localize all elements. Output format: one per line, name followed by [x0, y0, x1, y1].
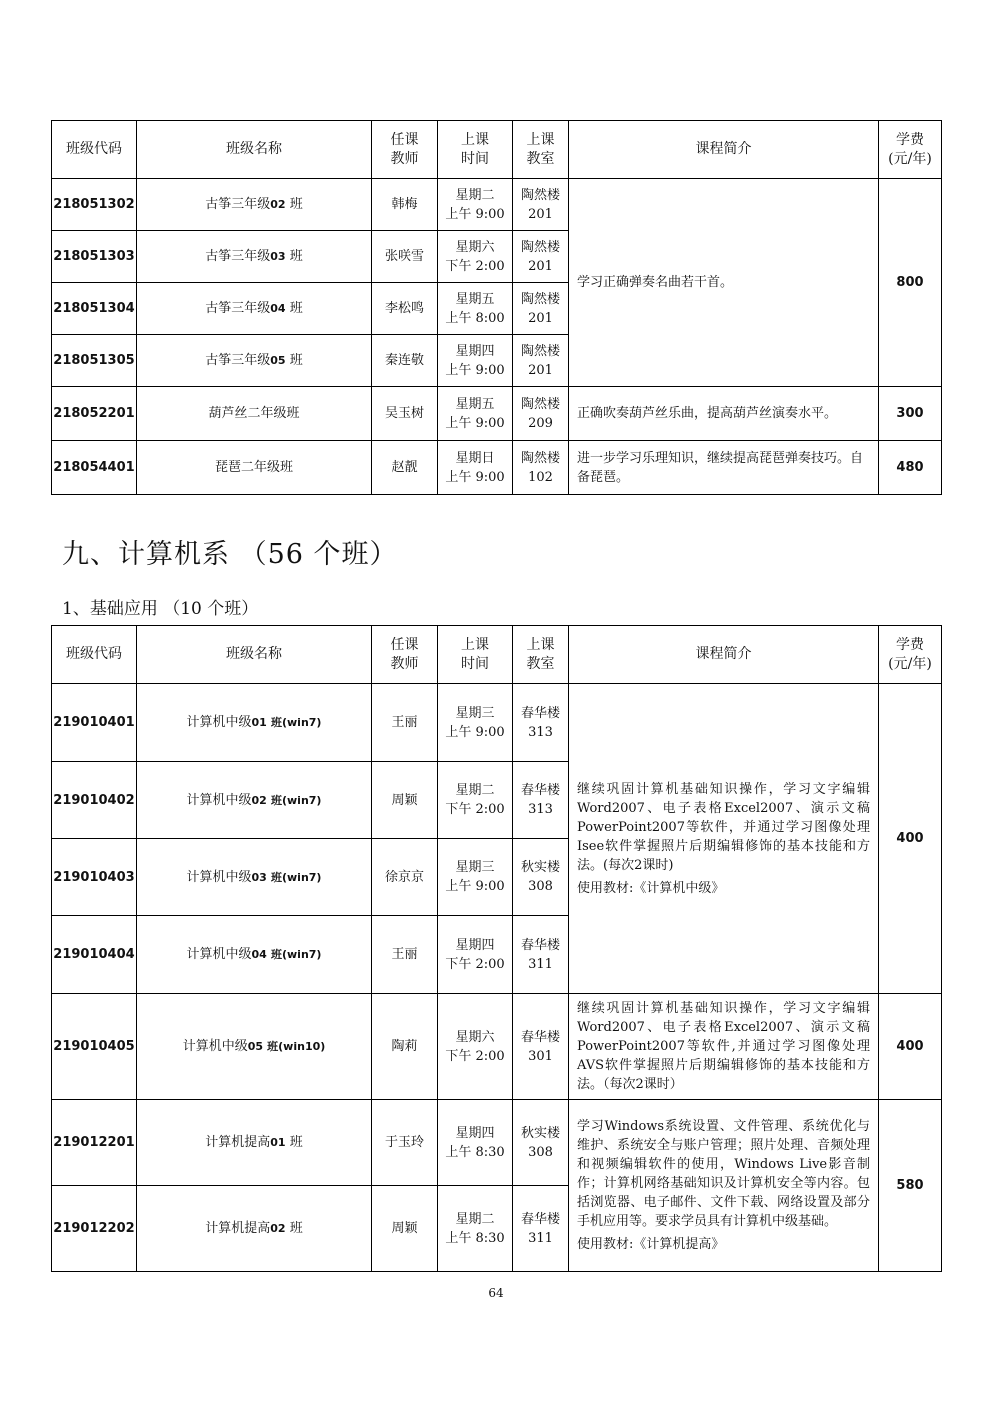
- page-number: 64: [488, 1286, 504, 1300]
- course-description: 学习正确弹奏名曲若干首。: [569, 179, 879, 387]
- header-room: 上课 教室: [513, 121, 569, 179]
- class-code: 219010405: [52, 994, 137, 1100]
- tuition-fee: 800: [879, 179, 942, 387]
- tuition-fee: 400: [879, 994, 942, 1100]
- classroom: 春华楼 311: [513, 916, 569, 994]
- table-row: [52, 684, 942, 762]
- class-name: 计算机中级01 班(win7): [137, 684, 372, 762]
- class-code: 218052201: [52, 387, 137, 441]
- teacher: 张咲雪: [372, 231, 438, 283]
- class-time: 星期二 上午 9:00: [438, 179, 513, 231]
- classroom: 春华楼 301: [513, 994, 569, 1100]
- table-row: [52, 387, 942, 441]
- classroom: 春华楼 313: [513, 684, 569, 762]
- class-code: 218054401: [52, 441, 137, 495]
- class-name: 古筝三年级02 班: [137, 179, 372, 231]
- tuition-fee: 400: [879, 684, 942, 994]
- header-code: 班级代码: [52, 626, 137, 684]
- teacher: 徐京京: [372, 839, 438, 916]
- textbook-note: 使用教材:《计算机提高》: [577, 1237, 725, 1252]
- course-description: 进一步学习乐理知识，继续提高琵琶弹奏技巧。自备琵琶。: [569, 441, 879, 495]
- class-code: 218051304: [52, 283, 137, 335]
- class-time: 星期四 上午 9:00: [438, 335, 513, 387]
- course-description: 正确吹奏葫芦丝乐曲，提高葫芦丝演奏水平。: [569, 387, 879, 441]
- class-code: 218051305: [52, 335, 137, 387]
- class-name: 计算机提高01 班: [137, 1100, 372, 1186]
- class-time: 星期六 下午 2:00: [438, 231, 513, 283]
- course-description-text: 继续巩固计算机基础知识操作，学习文字编辑Word2007、电子表格Excel2007、演示文稿PowerPoint2007等软件,并通过学习图像处理AVS软件掌握照片后期编辑修饰的基本技能和方法。（每次2课时）: [577, 1001, 870, 1092]
- teacher: 韩梅: [372, 179, 438, 231]
- teacher: 王丽: [372, 916, 438, 994]
- course-description: [569, 994, 879, 1100]
- classroom: 陶然楼 209: [513, 387, 569, 441]
- header-teacher: 任课 教师: [372, 626, 438, 684]
- computer-class-table: [51, 625, 942, 1272]
- class-name: 葫芦丝二年级班: [137, 387, 372, 441]
- classroom: 秋实楼 308: [513, 1100, 569, 1186]
- class-time: 星期三 上午 9:00: [438, 839, 513, 916]
- class-time: 星期六 下午 2:00: [438, 994, 513, 1100]
- class-name: 计算机提高02 班: [137, 1186, 372, 1272]
- class-code: 219010403: [52, 839, 137, 916]
- table-row: [52, 441, 942, 495]
- subsection-title: 1、基础应用 （10 个班）: [62, 599, 259, 619]
- table-header-row: [52, 121, 942, 179]
- class-name: 古筝三年级03 班: [137, 231, 372, 283]
- class-code: 219012201: [52, 1100, 137, 1186]
- class-time: 星期四 下午 2:00: [438, 916, 513, 994]
- class-name: 计算机中级03 班(win7): [137, 839, 372, 916]
- header-code: 班级代码: [52, 121, 137, 179]
- classroom: 陶然楼 102: [513, 441, 569, 495]
- course-description-text: 继续巩固计算机基础知识操作，学习文字编辑Word2007、电子表格Excel2007、演示文稿PowerPoint2007等软件，并通过学习图像处理Isee软件掌握照片后期编辑修饰的基本技能和方法。(每次2课时): [577, 781, 870, 873]
- course-description: [569, 684, 879, 994]
- teacher: 秦连敬: [372, 335, 438, 387]
- teacher: 周颖: [372, 1186, 438, 1272]
- classroom: 秋实楼 308: [513, 839, 569, 916]
- course-description-text: 学习Windows系统设置、文件管理、系统优化与维护、系统安全与账户管理；照片处理、音频处理和视频编辑软件的使用，Windows Live影音制作；计算机网络基础知识及计算机安全等内容。包括浏览器、电子邮件、文件下载、网络设置及部分手机应用等。要求学员具有计算机中级基础。: [577, 1119, 870, 1229]
- teacher: 吴玉树: [372, 387, 438, 441]
- table-row: [52, 1100, 942, 1186]
- class-name: 古筝三年级04 班: [137, 283, 372, 335]
- classroom: 陶然楼 201: [513, 179, 569, 231]
- header-time: 上课 时间: [438, 626, 513, 684]
- teacher: 赵靓: [372, 441, 438, 495]
- class-time: 星期日 上午 9:00: [438, 441, 513, 495]
- classroom: 陶然楼 201: [513, 283, 569, 335]
- header-room: 上课 教室: [513, 626, 569, 684]
- tuition-fee: 480: [879, 441, 942, 495]
- header-desc: 课程简介: [569, 626, 879, 684]
- class-code: 219010402: [52, 762, 137, 839]
- header-name: 班级名称: [137, 626, 372, 684]
- tuition-fee: 300: [879, 387, 942, 441]
- classroom: 春华楼 313: [513, 762, 569, 839]
- textbook-note: 使用教材:《计算机中级》: [577, 880, 725, 896]
- class-time: 星期三 上午 9:00: [438, 684, 513, 762]
- header-time: 上课 时间: [438, 121, 513, 179]
- teacher: 李松鸣: [372, 283, 438, 335]
- class-code: 219010401: [52, 684, 137, 762]
- section-title: 九、计算机系 （56 个班）: [62, 539, 398, 570]
- tuition-fee: 580: [879, 1100, 942, 1272]
- teacher: 周颖: [372, 762, 438, 839]
- teacher: 王丽: [372, 684, 438, 762]
- class-name: 计算机中级04 班(win7): [137, 916, 372, 994]
- class-time: 星期二 上午 8:30: [438, 1186, 513, 1272]
- teacher: 于玉玲: [372, 1100, 438, 1186]
- class-name: 琵琶二年级班: [137, 441, 372, 495]
- classroom: 春华楼 311: [513, 1186, 569, 1272]
- class-code: 218051302: [52, 179, 137, 231]
- teacher: 陶莉: [372, 994, 438, 1100]
- header-desc: 课程简介: [569, 121, 879, 179]
- music-class-table: [51, 120, 942, 495]
- class-name: 计算机中级02 班(win7): [137, 762, 372, 839]
- class-time: 星期四 上午 8:30: [438, 1100, 513, 1186]
- class-time: 星期五 上午 9:00: [438, 387, 513, 441]
- header-fee: 学费 (元/年): [879, 121, 942, 179]
- classroom: 陶然楼 201: [513, 335, 569, 387]
- class-name: 古筝三年级05 班: [137, 335, 372, 387]
- table-header-row: [52, 626, 942, 684]
- table-row: [52, 179, 942, 231]
- header-fee: 学费 (元/年): [879, 626, 942, 684]
- class-name: 计算机中级05 班(win10): [137, 994, 372, 1100]
- header-name: 班级名称: [137, 121, 372, 179]
- course-description: [569, 1100, 879, 1272]
- table-row: [52, 994, 942, 1100]
- class-code: 219012202: [52, 1186, 137, 1272]
- class-time: 星期五 上午 8:00: [438, 283, 513, 335]
- class-code: 218051303: [52, 231, 137, 283]
- class-code: 219010404: [52, 916, 137, 994]
- classroom: 陶然楼 201: [513, 231, 569, 283]
- header-teacher: 任课 教师: [372, 121, 438, 179]
- class-time: 星期二 下午 2:00: [438, 762, 513, 839]
